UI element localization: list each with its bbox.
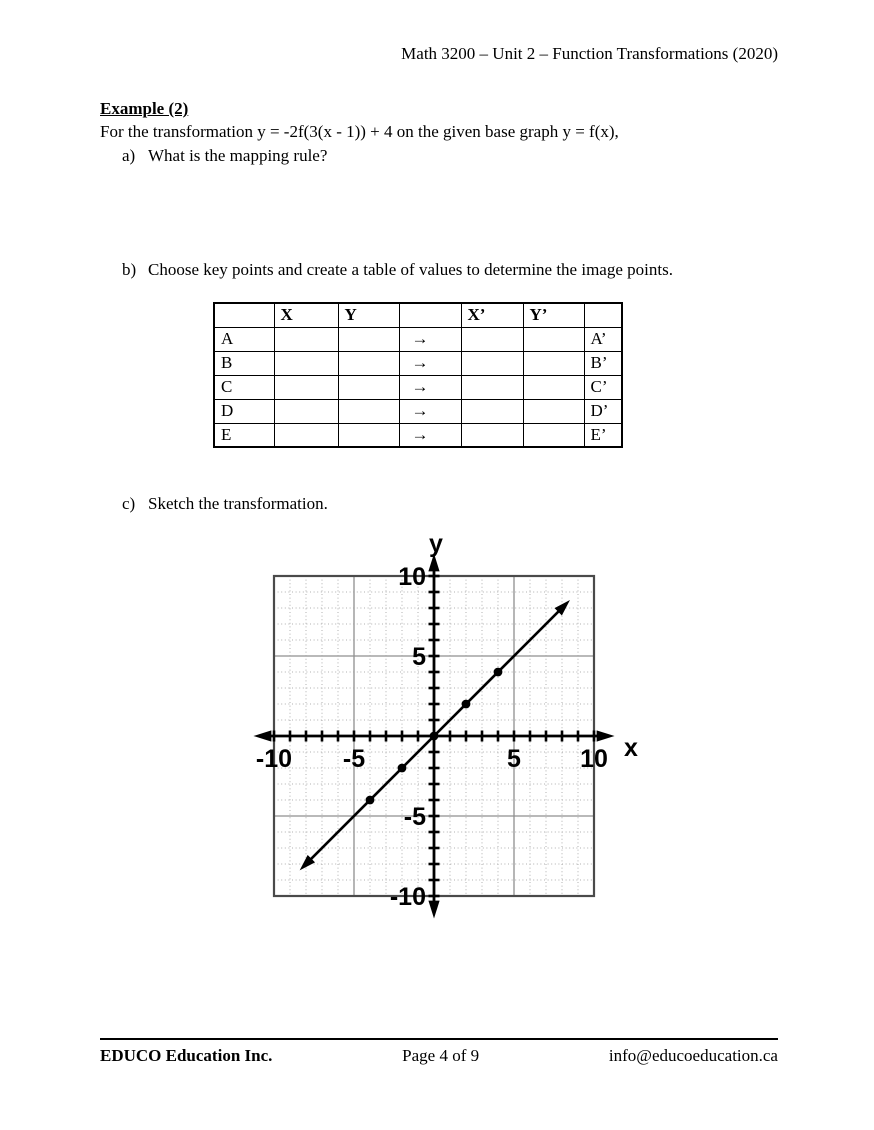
y-prime-cell (523, 375, 584, 399)
y-prime-cell (523, 399, 584, 423)
table-row (214, 375, 622, 399)
data-point (366, 796, 375, 805)
row-label-cell: A (214, 327, 274, 351)
x-prime-cell (461, 399, 523, 423)
y-prime-cell (523, 327, 584, 351)
coordinate-grid-graph (248, 535, 646, 927)
part-a-line (122, 146, 327, 166)
maps-to-arrow: → (399, 375, 461, 399)
maps-to-arrow: → (399, 399, 461, 423)
header-cell-y: Y (338, 303, 399, 327)
x-value-cell (274, 399, 338, 423)
y-value-cell (338, 375, 399, 399)
table-header-row (214, 303, 622, 327)
header-cell-x: X (274, 303, 338, 327)
header-cell-blank (399, 303, 461, 327)
part-b-label: b) (122, 260, 137, 279)
example-heading: Example (2) (100, 99, 189, 118)
y-value-cell (338, 399, 399, 423)
footer-company: EDUCO Education Inc. (100, 1046, 273, 1065)
table-row (214, 399, 622, 423)
transformation-intro-text: For the transformation y = -2f(3(x - 1)) + 4 on the given base graph y = f(x), (100, 122, 619, 141)
x-prime-cell (461, 351, 523, 375)
header-cell-blank (214, 303, 274, 327)
footer-divider (100, 1038, 778, 1040)
header-cell-blank (584, 303, 622, 327)
part-c-label: c) (122, 494, 136, 513)
part-b-question: Choose key points and create a table of values to determine the image points. (148, 260, 673, 279)
footer-email: info@educoeducation.ca (608, 1046, 778, 1065)
x-tick-label: -5 (342, 745, 366, 773)
y-value-cell (338, 423, 399, 447)
y-value-cell (338, 327, 399, 351)
table-row (214, 327, 622, 351)
x-tick-label: 5 (507, 745, 521, 773)
row-label-cell: B (214, 351, 274, 375)
footer-page-number: Page 4 of 9 (402, 1046, 480, 1065)
part-a-label: a) (122, 146, 136, 165)
row-label-cell: C (214, 375, 274, 399)
mapping-table (213, 302, 623, 448)
x-prime-cell (461, 423, 523, 447)
maps-to-arrow: → (399, 327, 461, 351)
maps-to-arrow: → (399, 423, 461, 447)
x-tick-label: 10 (580, 745, 608, 773)
header-cell-x-prime: X’ (461, 303, 523, 327)
x-prime-cell (461, 375, 523, 399)
header-cell-y-prime: Y’ (523, 303, 584, 327)
document-header: Math 3200 – Unit 2 – Function Transformations (2020) (401, 44, 778, 63)
image-label-cell: A’ (584, 327, 622, 351)
graph-svg (248, 535, 646, 927)
data-point (398, 764, 407, 773)
data-point (494, 668, 503, 677)
part-a-question: What is the mapping rule? (148, 146, 328, 165)
y-tick-label: 10 (398, 563, 426, 591)
y-prime-cell (523, 423, 584, 447)
y-tick-label: -5 (403, 803, 426, 831)
x-prime-cell (461, 327, 523, 351)
x-value-cell (274, 375, 338, 399)
row-label-cell: E (214, 423, 274, 447)
y-prime-cell (523, 351, 584, 375)
y-value-cell (338, 351, 399, 375)
part-c-line (122, 494, 328, 514)
table-row (214, 423, 622, 447)
table-row (214, 351, 622, 375)
y-tick-label: -10 (389, 883, 426, 911)
image-label-cell: E’ (584, 423, 622, 447)
x-value-cell (274, 351, 338, 375)
image-label-cell: B’ (584, 351, 622, 375)
image-label-cell: C’ (584, 375, 622, 399)
x-value-cell (274, 327, 338, 351)
part-b-line (122, 260, 673, 280)
y-tick-label: 5 (412, 643, 426, 671)
footer (100, 1046, 778, 1066)
y-axis-label: y (429, 535, 443, 558)
data-point (430, 732, 439, 741)
data-point (462, 700, 471, 709)
x-axis-label: x (624, 734, 638, 762)
part-c-question: Sketch the transformation. (148, 494, 328, 513)
x-tick-label: -10 (255, 745, 293, 773)
axis-labels (429, 535, 638, 762)
x-value-cell (274, 423, 338, 447)
row-label-cell: D (214, 399, 274, 423)
maps-to-arrow: → (399, 351, 461, 375)
image-label-cell: D’ (584, 399, 622, 423)
